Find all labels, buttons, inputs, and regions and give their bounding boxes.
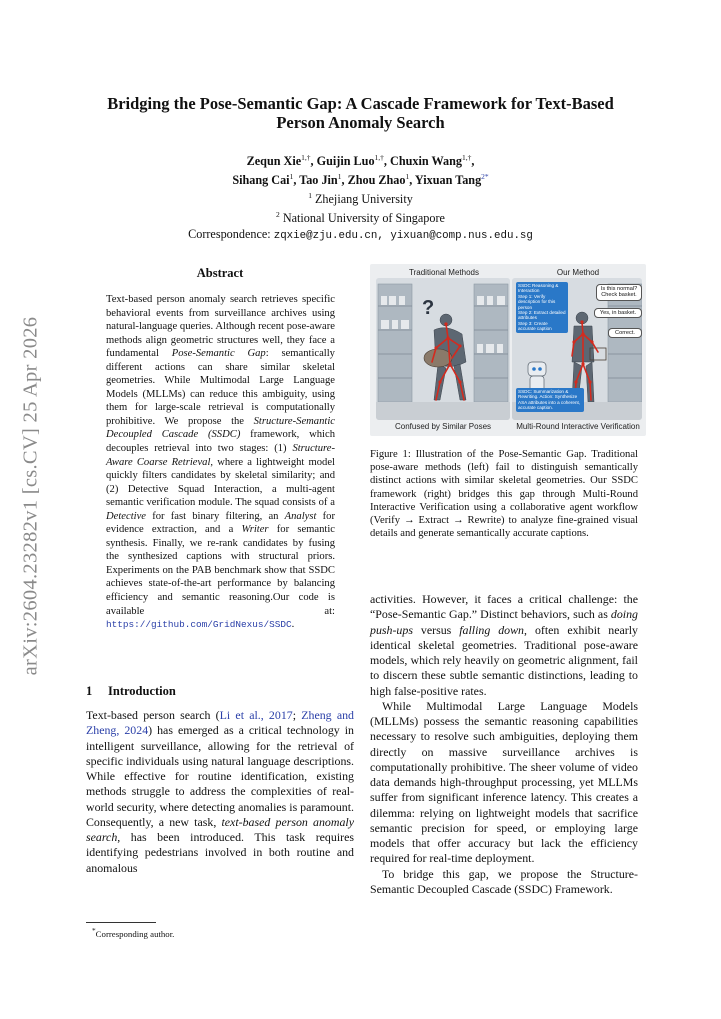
author-block — [80, 150, 641, 244]
author-name: Zhou Zhao — [347, 173, 406, 188]
body-text: Text-based person search ( — [86, 708, 220, 722]
author-sup: 1,† — [461, 153, 472, 162]
abstract-text: : semantically different actions can share similar skeletal geometries. While Multimodal Large Language Models (MLLMs) can reduce this ambiguity, using them for large-scale retrieval is computationally prohibitive. We propose the — [106, 348, 335, 427]
title-line-2: Person Anomaly Search — [276, 113, 445, 132]
intro-left-column — [86, 708, 354, 876]
figure-right-title: Our Method — [556, 268, 600, 277]
affiliation-name: National University of Singapore — [282, 211, 445, 226]
figure-left-title: Traditional Methods — [409, 268, 479, 277]
abstract-emphasis: Structure-Aware Coarse Retrieval — [106, 443, 335, 468]
author-name: Tao Jin — [299, 173, 338, 188]
abstract-text: , where a lightweight model quickly filters candidates by skeletal similarity; and (2) Detective Squad Interaction, a multi-agent semantic verification module. The squad consists of a — [106, 456, 335, 509]
figure-right-panel — [512, 278, 642, 420]
intro-paragraph-2: While Multimodal Large Language Models (MLLMs) possess the semantic reasoning capabilities necessary to resolve such ambiguities, deploying them directly on massive surveillance archives is computationally prohibitive. The sheer volume of video data demands high-throughput processing, yet MLLMs suffer from significant inference latency. This creates a dilemma: relying on lightweight models that sacrifice semantic precision for speed, or employing large models that offer accuracy but lack the efficiency required for real-time deployment. — [370, 698, 638, 866]
affiliation-1 — [80, 188, 641, 207]
body-text: ) has emerged as a critical technology in intelligent surveillance, allowing for the retrieval of specific individuals using natural language descriptions. While effective for routine identification, existing methods struggle to address the complexities of real-world security, where detecting anomalies is paramount. Consequently, a new task, — [86, 723, 355, 829]
ssdc-reasoning-note: SSDC Reasoning & Interaction Step 1: Verify description for this person Step 2: Extract detailed attributes Step 3: Create accurate caption — [516, 282, 568, 333]
abstract-text: . — [291, 619, 295, 631]
footnote-mark: * — [92, 926, 96, 935]
arxiv-stamp — [16, 296, 46, 696]
author-name: Zequn Xie — [246, 154, 302, 169]
correspondence — [80, 226, 641, 244]
author-sup: 1,† — [301, 153, 311, 162]
author-line-2: Sihang Cai$^1$, Tao Jin$^1$, Zhou Zhao$^1$, Yixuan Tang$^{2*}$ — [232, 172, 489, 188]
traditional-methods-illustration — [376, 278, 510, 420]
footnote-rule — [86, 922, 156, 923]
intro-paragraph-1 — [86, 708, 354, 876]
caption-text: Illustration of the Pose-Semantic Gap. Traditional pose-aware methods (left) fail to distinguish semantically distinct actions with similar skeletal geometries. Our SSDC framework (right) bridges this gap through Multi-Round Interactive Verification using a collaborative agent workflow (Verify → Extract → Rewrite) to analyze fine-grained visual details and generate semantically accurate captions. — [370, 449, 638, 540]
affiliation-sup: 1 — [308, 191, 312, 201]
author-sup: 1 — [337, 172, 342, 182]
figure-left-panel — [376, 278, 510, 420]
body-emphasis: falling down — [459, 622, 525, 637]
abstract-emphasis: Structure-Semantic Decoupled Cascade (SSDC) — [106, 415, 335, 441]
correspondence-label: Correspondence: — [188, 227, 271, 242]
abstract-text: for evidence extraction, and a — [106, 510, 335, 536]
footnote — [92, 926, 174, 939]
ssdc-summary-note: SSDC: Summarization & Rewriting. Action: Synthesize ASA attributes into a coherent, accurate caption. — [516, 388, 584, 412]
figure-left-caption: Confused by Similar Poses — [394, 422, 492, 431]
title-line-1: Bridging the Pose-Semantic Gap: A Cascade Framework for Text-Based — [107, 94, 614, 113]
abstract-emphasis: Analyst — [284, 510, 317, 522]
code-link[interactable]: https://github.com/GridNexus/SSDC — [106, 619, 292, 631]
intro-paragraph-continued — [370, 592, 638, 699]
abstract-text: Text-based person anomaly search retrieves specific behavioral events from surveillance archives using natural-language queries. Although recent pose-aware methods align geometric structures well, they face a fundamental — [106, 294, 335, 360]
paper-title — [80, 94, 641, 132]
body-text: versus — [412, 622, 460, 637]
caption-label: Figure 1: — [370, 449, 411, 460]
author-sup: 1 — [405, 172, 410, 182]
author-line-1: Zequn Xie$^{1,\dagger}$, Guijin Luo$^{1,\dagger}$, Chuxin Wang$^{1,\dagger}$, — [246, 153, 475, 169]
affiliation-name: Zhejiang University — [314, 192, 413, 207]
body-text: , has been introduced. This task requires identifying pedestrians involved in both routine and anomalous — [86, 830, 354, 875]
abstract-body — [106, 293, 335, 632]
question-mark-glyph: ? — [422, 297, 435, 319]
arxiv-stamp-text: arXiv:2604.23282v1 [cs.CV] 25 Apr 2026 — [19, 316, 42, 676]
author-name: Guijin Luo — [316, 154, 375, 169]
author-name: Sihang Cai — [232, 173, 290, 188]
footnote-text: Corresponding author. — [95, 928, 175, 939]
citation-link[interactable]: Li et al., 2017 — [219, 708, 293, 722]
citation-link[interactable]: Zheng and Zheng, 2024 — [86, 708, 354, 738]
author-sup: 1,† — [374, 153, 384, 162]
body-text: activities. However, it faces a critical challenge: the “Pose-Semantic Gap.” Distinct behaviors, such as — [370, 592, 638, 622]
author-name: Chuxin Wang — [390, 154, 462, 169]
affiliation-2 — [80, 207, 641, 226]
affiliation-sup: 2 — [276, 210, 280, 220]
figure-1 — [370, 264, 646, 436]
intro-right-column — [370, 592, 638, 897]
author-name: Yixuan Tang — [414, 173, 482, 188]
section-title: Introduction — [108, 684, 176, 698]
body-emphasis: doing push-ups — [370, 607, 638, 637]
abstract-emphasis: Pose-Semantic Gap — [171, 348, 266, 360]
figure-right-caption: Multi-Round Interactive Verification — [516, 422, 640, 431]
section-number: 1 — [86, 684, 93, 698]
body-text: ; — [292, 708, 302, 722]
section-heading — [86, 684, 354, 699]
speech-bubble-correct: Correct. — [608, 328, 642, 338]
abstract-heading: Abstract — [196, 266, 244, 280]
author-sup: 2* — [481, 172, 489, 182]
abstract-text: framework, which decouples retrieval into two stages: (1) — [106, 429, 335, 455]
body-text: , often exhibit nearly identical skeletal geometries. Traditional pose-aware models, which rely heavily on geometric alignment, fail to discern these subtle semantic distinctions, leading to high false-positive rates. — [370, 622, 639, 698]
author-sup: 1 — [289, 172, 294, 182]
correspondence-emails[interactable]: zqxie@zju.edu.cn, yixuan@comp.nus.edu.sg — [273, 230, 533, 243]
abstract-emphasis: Detective — [106, 510, 146, 522]
body-emphasis: text-based person anomaly search — [86, 814, 354, 844]
abstract-text: for semantic synthesis. Finally, we re-rank candidates by fusing the synthesized captions with structural priors. Experiments on the PAB benchmark show that SSDC achieves state-of-the-art performance by balancing efficiency and semantic reasoning.Our code is available at: — [106, 524, 335, 617]
speech-bubble-answer: Yes, in basket. — [594, 308, 642, 318]
abstract-text: for fast binary filtering, an — [146, 510, 285, 522]
figure-caption — [370, 448, 638, 540]
intro-paragraph-3: To bridge this gap, we propose the Structure-Semantic Decoupled Cascade (SSDC) Framework. — [370, 866, 638, 896]
abstract-emphasis: Writer — [241, 524, 269, 536]
speech-bubble-question: Is this normal? Check basket. — [596, 284, 642, 301]
